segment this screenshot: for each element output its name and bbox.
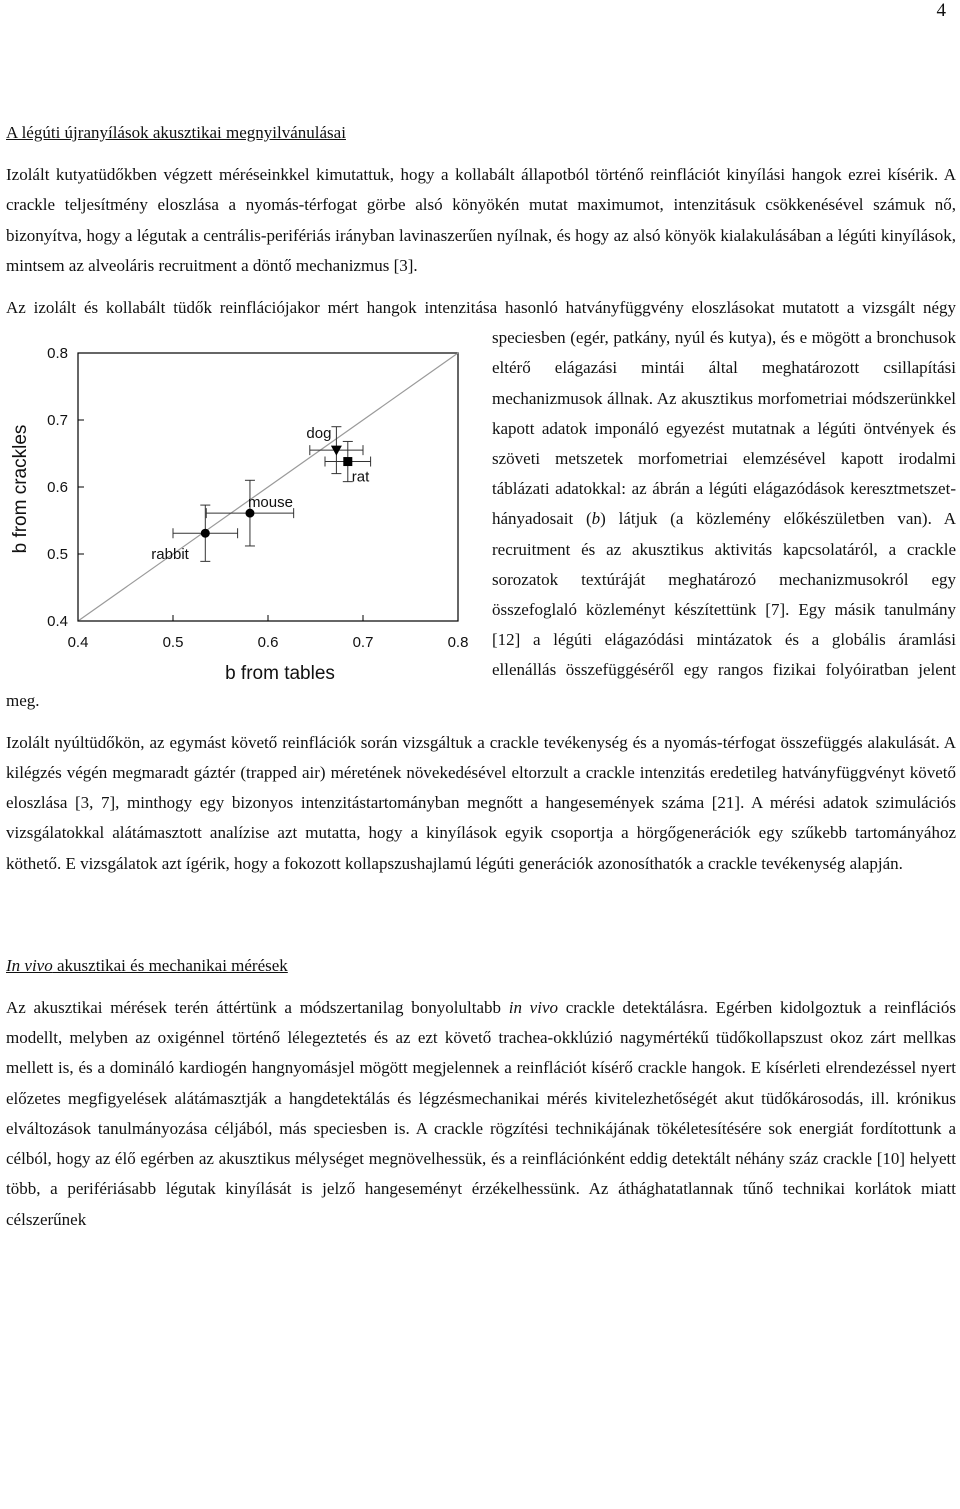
paragraph-1: Izolált kutyatüdőkben végzett méréseinkkel kimutattuk, hogy a kollabált állapotból történő reinflációt kinyílási hangok ezrei kísérik. A crackle teljesítmény eloszlása a nyomás-térfogat görbe alsó könyökén mutat maximumot, intenzitásuk csökkenésével számuk nő, bizonyítva, hogy a légutak a centrális-perifériás irányban lavinaszerűen nyílnak, és hogy az alsó könyök kialakulásában a légúti kinyílások, mintsem az alveoláris recruitment a döntő mechanizmus [3]. bbox=[6, 165, 956, 275]
data-point-mouse bbox=[206, 481, 293, 547]
point-label: mouse bbox=[247, 494, 293, 512]
page-number: 4 bbox=[936, 0, 946, 21]
point-label: dog bbox=[306, 425, 332, 443]
x-tick-label: 0.6 bbox=[257, 634, 279, 652]
x-tick-label: 0.8 bbox=[447, 634, 469, 652]
in-vivo-italic: in vivo bbox=[508, 998, 558, 1018]
y-tick-label: 0.4 bbox=[47, 613, 68, 631]
y-axis-label: b from crackles bbox=[10, 424, 31, 554]
y-tick-label: 0.5 bbox=[47, 546, 68, 564]
paragraph-3: Izolált nyúltüdőkön, az egymást követő reinflációk során vizsgáltuk a crackle tevékenység és a nyomás-térfogat összefüggés alakulását. A kilégzés végén megmaradt gáztér (trapped air) méretének növekedésével eltorzult a crackle intenzitás eredetileg hatványfüggvényt követő eloszlása [3, 7], minthogy egy bizonyos intenzitástartományban megnőtt a hangesemények száma [21]. A mérési adatok szimulációs vizsgálatokkal alátámasztott analízise azt mutatta, hogy a kinyílások egyik csoportja a hörgőgenerációk egy szűkebb tartományához köthető. E vizsgálatok azt ígérik, hogy a fokozott kollapszushajlamú légúti generációk azonosíthatók a crackle tevékenység alapján. bbox=[6, 732, 956, 873]
marker-square bbox=[343, 457, 352, 466]
x-tick-label: 0.4 bbox=[67, 634, 89, 652]
scatter-figure bbox=[6, 325, 486, 685]
section-heading-acoustic: A légúti újranyílások akusztikai megnyilvánulásai bbox=[6, 123, 346, 142]
paragraph-4 bbox=[6, 993, 956, 1235]
point-label: rat bbox=[351, 468, 370, 486]
y-tick-label: 0.8 bbox=[47, 345, 68, 363]
heading-rest: akusztikai és mechanikai mérések bbox=[52, 955, 288, 975]
paragraph-2-text-a: Az izolált és kollabált tüdők reinflációjakor mért hangok intenzitása hasonló hatványfüggvény 0.4 0.5 0.6 0.7 0.8 0.4 0.5 0.6 0.7 0.8 b from tables b from crackles rabbit mouse dog rat eloszlásokat mutatott a vizsgált négy speciesben (egér, patkány, nyúl és kutya), és e mögött a bronchusok eltérő elágazási mintái által meghatározott csillapítási mechanizmusok állnak. Az akusztikus morfometriai módszerünkkel kapott adatok imponáló egyezést mutatnak a légúti öntvények és szöveti metszetek morfometriai elemzésével kapott irodalmi táblázati adatokkal: az ábrán a légúti elágazódások keresztmetszet-hányadosait ( bbox=[6, 298, 956, 685]
paragraph-2-text-b: ) látjuk (a közlemény előkészületben van). A recruitment és az akusztikus aktivitás kapcsolatáról, a crackle sorozatok textúráját meghatározó mechanizmusokról egy összefoglaló közleményt készítettünk [7]. Egy másik tanulmány [12] a légúti elágazódási mintázatok és a globális áramlási ellenállás összefüggéséről egy rangos fizikai folyóiratban jelent meg. bbox=[6, 509, 956, 710]
data-point-dog bbox=[306, 425, 363, 473]
x-axis-label: b from tables bbox=[225, 663, 335, 685]
paragraph-4-text-b: crackle detektálásra. Egérben kidolgoztuk a reinflációs modellt, melyben az oxigénnel történő lélegeztetés és az ezt követő trachea-okklúzió nagymértékű tüdőkollapszust okoz zárt mellkas mellett is, és a domináló kardiogén hangnyomásjel mögött megjelennek a reinflációt kísérő crackle hangok. E kísérleti elrendezéssel nyert előzetes megfigyelések alátámasztják a hangdetektálás és légzésmechanikai mérés kivitelezhetőségét akut tüdőkárosodás, ill. krónikus elváltozások tanulmányozása céljából, más speciesben is. A crackle rögzítési technikájának tökéletesítésére sok energiát fordítottunk a célból, hogy az élő egérben az akusztikus mélységet megnövelhessük, és a reinflációnként eddig detektált néhány száz crackle [10] helyett több, a perifériásabb légutak kinyílását is jelző hangeseményt érzékelhessünk. Az áthághatatlannak tűnő technikai korlátok miatt célszerűnek bbox=[6, 998, 956, 1229]
point-label: rabbit bbox=[151, 546, 189, 564]
y-tick-label: 0.6 bbox=[47, 479, 68, 497]
heading-italic: In vivo bbox=[6, 955, 53, 975]
section-heading-in-vivo bbox=[6, 951, 956, 981]
identity-line bbox=[78, 353, 458, 621]
paragraph-2 bbox=[6, 293, 956, 716]
b-symbol: b bbox=[591, 509, 601, 529]
x-tick-label: 0.5 bbox=[162, 634, 184, 652]
page-content bbox=[6, 118, 956, 1235]
marker-circle bbox=[201, 529, 210, 538]
data-point-rat bbox=[325, 442, 371, 486]
scatter-chart bbox=[6, 325, 486, 685]
y-tick-label: 0.7 bbox=[47, 412, 68, 430]
x-tick-label: 0.7 bbox=[352, 634, 374, 652]
data-point-rabbit bbox=[151, 505, 237, 563]
paragraph-4-text-a: Az akusztikai mérések terén áttértünk a módszertanilag bonyolultabb bbox=[6, 998, 509, 1018]
